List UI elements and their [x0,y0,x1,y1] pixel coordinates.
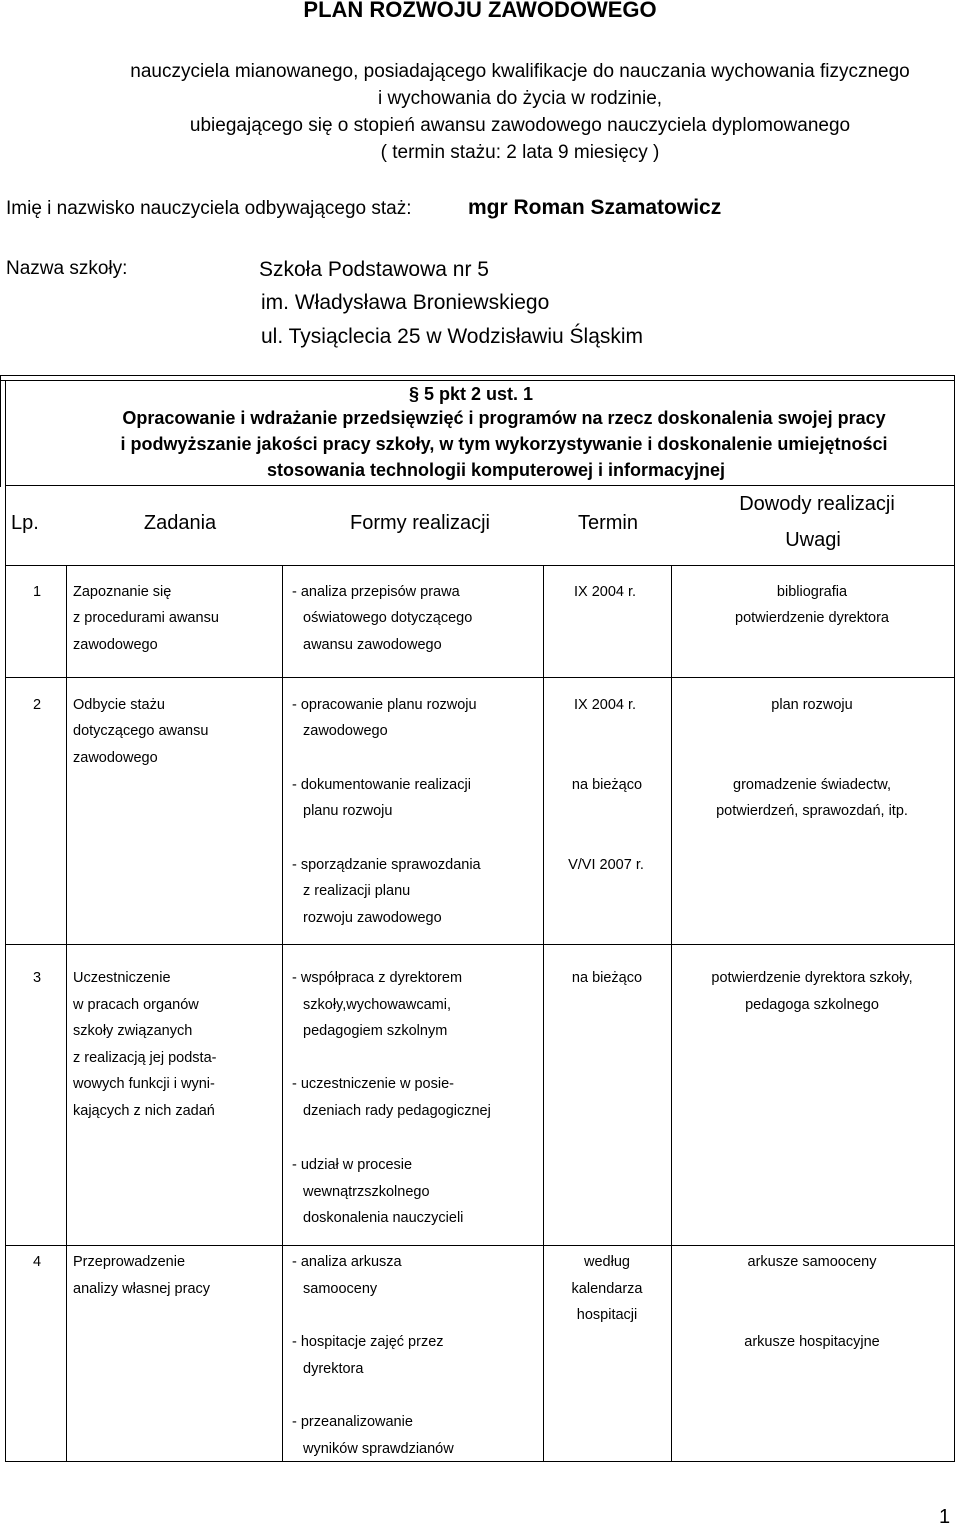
row-2-formy-6: z realizacji planu [303,883,411,899]
teacher-name: mgr Roman Szamatowicz [468,196,722,219]
header-uwagi: Uwagi [785,529,841,551]
row-divider-1 [5,677,955,678]
row-4-zadania-2: analizy własnej pracy [73,1281,211,1297]
row-1-zadania-2: z procedurami awansu [73,610,219,626]
row-divider-2 [5,944,955,945]
row-3-zadania-1: Uczestniczenie [73,970,171,986]
row-1-zadania-1: Zapoznanie się [73,584,172,600]
row-1-dowody-2: potwierdzenie dyrektora [735,610,889,626]
row-2-termin-3: V/VI 2007 r. [568,857,644,873]
subtitle-line-3: ubiegającego się o stopień awansu zawodowego nauczyciela dyplomowanego [189,115,851,136]
row-2-formy-3: - dokumentowanie realizacji [292,777,471,793]
row-4-termin-3: hospitacji [576,1307,638,1323]
row-2-formy-1: - opracowanie planu rozwoju [292,697,477,713]
row-2-formy-2: zawodowego [303,723,388,739]
table-border-left-top [0,375,1,487]
row-2-formy-4: planu rozwoju [303,803,393,819]
row-2-dowody-1: plan rozwoju [771,697,853,713]
school-line-1: Szkoła Podstawowa nr 5 [259,258,489,281]
row-2-zadania-1: Odbycie stażu [73,697,165,713]
row-2-zadania-2: dotyczącego awansu [73,723,209,739]
column-divider-formy [543,565,544,1462]
column-divider-zadania [282,565,283,1462]
row-4-formy-4: dyrektora [303,1361,364,1377]
header-zadania: Zadania [143,512,217,534]
table-border-top [0,375,955,376]
row-4-formy-5: - przeanalizowanie [292,1414,413,1430]
row-3-formy-8: doskonalenia nauczycieli [303,1210,464,1226]
row-4-termin-1: według [584,1254,630,1270]
page-number: 1 [939,1506,951,1528]
column-divider-lp [66,565,67,1462]
subtitle-line-1: nauczyciela mianowanego, posiadającego kwalifikacje do nauczania wychowania fizycznego [130,61,910,82]
row-1-lp: 1 [33,584,42,600]
row-2-formy-5: - sporządzanie sprawozdania [292,857,481,873]
row-2-zadania-3: zawodowego [73,750,158,766]
row-2-dowody-2: gromadzenie świadectw, [733,777,891,793]
row-2-termin-2: na bieżąco [571,777,643,793]
table-border-bottom [5,1461,955,1462]
subtitle-line-4: ( termin stażu: 2 lata 9 miesięcy ) [380,142,660,163]
row-1-formy-3: awansu zawodowego [303,637,442,653]
row-3-formy-5: dzeniach rady pedagogicznej [303,1103,491,1119]
row-3-zadania-6: kających z nich zadań [73,1103,215,1119]
row-2-termin-1: IX 2004 r. [573,697,637,713]
header-dowody: Dowody realizacji [739,493,895,515]
row-3-formy-2: szkoły,wychowawcami, [303,997,451,1013]
row-4-formy-3: - hospitacje zajęć przez [292,1334,444,1350]
table-border-left [5,380,6,1462]
table-border-right [954,375,955,1462]
row-4-zadania-1: Przeprowadzenie [73,1254,186,1270]
section-title-line-3: stosowania technologii komputerowej i informacyjnej [266,460,726,480]
section-icon: § [409,384,420,404]
row-2-dowody-3: potwierdzeń, sprawozdań, itp. [716,803,908,819]
row-3-formy-1: - współpraca z dyrektorem [292,970,463,986]
subtitle-line-2: i wychowania do życia w rodzinie, [377,88,663,109]
row-3-zadania-5: wowych funkcji i wyni- [73,1076,215,1092]
row-3-termin-1: na bieżąco [571,970,643,986]
row-4-formy-2: samooceny [303,1281,378,1297]
row-3-zadania-4: z realizacją jej podsta- [73,1050,217,1066]
row-3-formy-6: - udział w procesie [292,1157,413,1173]
page-title: PLAN ROZWOJU ZAWODOWEGO [303,0,657,22]
row-3-zadania-3: szkoły związanych [73,1023,193,1039]
row-3-dowody-2: pedagoga szkolnego [745,997,879,1013]
school-line-3: ul. Tysiąclecia 25 w Wodzisławiu Śląskim [261,325,644,348]
school-line-2: im. Władysława Broniewskiego [261,291,550,314]
row-1-dowody-1: bibliografia [776,584,848,600]
row-1-formy-2: oświatowego dotyczącego [303,610,473,626]
row-4-dowody-1: arkusze samooceny [747,1254,877,1270]
section-title-line-2: i podwyższanie jakości pracy szkoły, w tym wykorzystywanie i doskonalenie umiejętności [120,434,888,454]
row-4-dowody-2: arkusze hospitacyjne [744,1334,880,1350]
row-4-formy-1: - analiza arkusza [292,1254,402,1270]
row-3-lp: 3 [33,970,42,986]
row-2-lp: 2 [33,697,42,713]
section-divider [5,485,955,486]
header-lp: Lp. [11,512,39,534]
row-1-termin-1: IX 2004 r. [573,584,637,600]
row-3-formy-7: wewnątrzszkolnego [303,1184,430,1200]
row-3-formy-4: - uczestniczenie w posie- [292,1076,454,1092]
header-termin: Termin [577,512,639,534]
header-formy: Formy realizacji [349,512,491,534]
column-divider-termin [671,565,672,1462]
row-divider-header [5,565,955,566]
row-3-dowody-1: potwierdzenie dyrektora szkoły, [711,970,913,986]
row-1-formy-1: - analiza przepisów prawa [292,584,460,600]
table-border-top-inner [0,380,955,381]
teacher-label: Imię i nazwisko nauczyciela odbywającego staż: [6,198,412,219]
row-4-lp: 4 [33,1254,42,1270]
row-4-termin-2: kalendarza [571,1281,643,1297]
school-label: Nazwa szkoły: [6,258,128,279]
row-4-formy-6: wyników sprawdzianów [303,1441,454,1457]
section-title-line-1: Opracowanie i wdrażanie przedsięwzięć i programów na rzecz doskonalenia swojej pracy [122,408,886,428]
row-1-zadania-3: zawodowego [73,637,158,653]
row-2-formy-7: rozwoju zawodowego [303,910,442,926]
section-ref: § 5 pkt 2 ust. 1 [409,384,534,404]
row-divider-3 [5,1245,955,1246]
row-3-zadania-2: w pracach organów [73,997,199,1013]
row-3-formy-3: pedagogiem szkolnym [303,1023,448,1039]
